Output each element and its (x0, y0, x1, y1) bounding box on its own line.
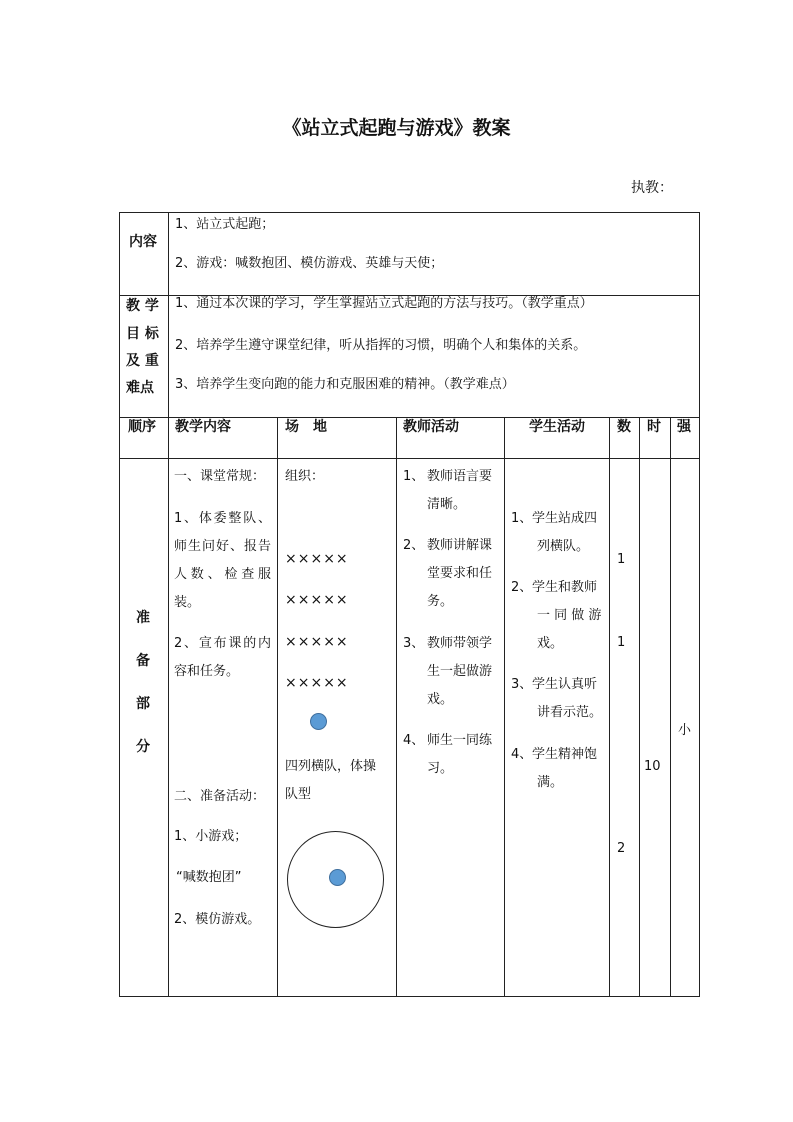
routine-line: 装。 (174, 595, 201, 610)
venue-org-label: 组织： (285, 469, 325, 484)
goals-label-line: 目 标 (126, 326, 159, 342)
student-activity-line: 满。 (537, 775, 564, 790)
col-divider (609, 417, 610, 997)
goals-label-line: 及 重 (126, 353, 159, 369)
time-value: 10 (644, 759, 661, 774)
student-activity-line: 学生站成四 (532, 511, 598, 526)
col-divider (277, 417, 278, 997)
warmup-item: 2、模仿游戏。 (174, 912, 261, 927)
teacher-activity-line: 堂要求和任 (427, 566, 493, 581)
header-venue: 场 地 (285, 419, 327, 435)
student-activity-num: 4、 (511, 747, 533, 762)
teacher-activity-num: 1、 (403, 469, 425, 484)
formation-row: ××××× (285, 675, 349, 691)
col-divider (639, 417, 640, 997)
teacher-activity-line: 教师语言要 (427, 469, 493, 484)
teacher-activity-num: 3、 (403, 636, 425, 651)
teacher-activity-line: 务。 (427, 594, 454, 609)
student-activity-line: 学生和教师 (532, 580, 598, 595)
student-activity-num: 1、 (511, 511, 533, 526)
teacher-activity-line: 教师讲解课 (427, 538, 493, 553)
page-title: 《站立式起跑与游戏》教案 (282, 117, 511, 139)
section-label-char: 分 (136, 739, 150, 755)
teacher-activity-line: 生一起做游 (427, 664, 493, 679)
venue-caption: 四列横队，体操 (285, 759, 377, 774)
goal-item: 3、培养学生变向跑的能力和克服困难的精神。（教学难点） (175, 377, 515, 392)
teacher-activity-line: 习。 (427, 761, 454, 776)
header-intensity: 强 (677, 419, 691, 435)
lesson-plan-table (119, 212, 700, 997)
table-border-left (119, 212, 120, 997)
header-order: 顺序 (128, 419, 156, 435)
header-teacher: 教师活动 (403, 419, 459, 435)
formation-row: ××××× (285, 634, 349, 650)
teacher-activity-line: 戏。 (427, 692, 454, 707)
routine-line: 人数、检查服 (174, 567, 271, 582)
goals-label-line: 教 学 (126, 298, 159, 314)
teacher-activity-line: 教师带领学 (427, 636, 493, 651)
student-activity-line: 戏。 (537, 636, 564, 651)
goal-item: 2、培养学生遵守课堂纪律，听从指挥的习惯，明确个人和集体的关系。 (175, 338, 587, 353)
table-border-top (119, 212, 700, 213)
content-label: 内容 (129, 234, 157, 250)
routine-line: 2、宣布课的内 (174, 636, 271, 651)
routine-line: 师生问好、报告 (174, 539, 271, 554)
col-divider (168, 212, 169, 997)
count-value: 2 (617, 841, 626, 856)
warmup-title: 二、准备活动： (174, 789, 266, 804)
section-label-char: 部 (136, 696, 150, 712)
routine-line: 1、体委整队、 (174, 511, 271, 526)
intensity-value: 小 (678, 723, 692, 738)
col-divider (504, 417, 505, 997)
count-value: 1 (617, 552, 626, 567)
teacher-activity-line: 师生一同练 (427, 733, 493, 748)
student-activity-num: 3、 (511, 677, 533, 692)
goals-label-line: 难点 (126, 380, 154, 396)
teacher-activity-line: 清晰。 (427, 497, 467, 512)
section-label-char: 准 (136, 610, 150, 626)
count-value: 1 (617, 635, 626, 650)
teacher-label: 执教： (631, 180, 673, 196)
routine-title: 一、课堂常规： (174, 469, 266, 484)
student-activity-line: 列横队。 (537, 539, 590, 554)
table-border-bottom (119, 996, 700, 997)
teacher-marker-icon (310, 713, 327, 730)
teacher-activity-num: 4、 (403, 733, 425, 748)
teacher-marker-icon (329, 869, 346, 886)
content-item: 2、游戏：喊数抱团、模仿游戏、英雄与天使； (175, 256, 444, 271)
student-activity-num: 2、 (511, 580, 533, 595)
content-item: 1、站立式起跑； (175, 217, 275, 232)
header-content: 教学内容 (175, 419, 231, 435)
routine-line: 容和任务。 (174, 664, 240, 679)
goal-item: 1、通过本次课的学习，学生掌握站立式起跑的方法与技巧。（教学重点） (175, 296, 593, 311)
student-activity-line: 一 同 做 游 (537, 608, 602, 623)
student-activity-line: 学生精神饱 (532, 747, 598, 762)
student-activity-line: 学生认真听 (532, 677, 598, 692)
formation-row: ××××× (285, 592, 349, 608)
row-divider (119, 417, 700, 418)
section-label-char: 备 (136, 653, 150, 669)
row-divider (119, 458, 700, 459)
col-divider (396, 417, 397, 997)
formation-row: ××××× (285, 551, 349, 567)
header-student: 学生活动 (529, 419, 585, 435)
teacher-activity-num: 2、 (403, 538, 425, 553)
col-divider (670, 417, 671, 997)
venue-caption: 队型 (285, 787, 312, 802)
table-border-right (699, 212, 700, 997)
header-count: 数 (617, 419, 631, 435)
warmup-game: “喊数抱团” (176, 870, 242, 885)
student-activity-line: 讲看示范。 (537, 705, 603, 720)
header-time: 时 (647, 419, 661, 435)
warmup-item: 1、小游戏； (174, 829, 248, 844)
